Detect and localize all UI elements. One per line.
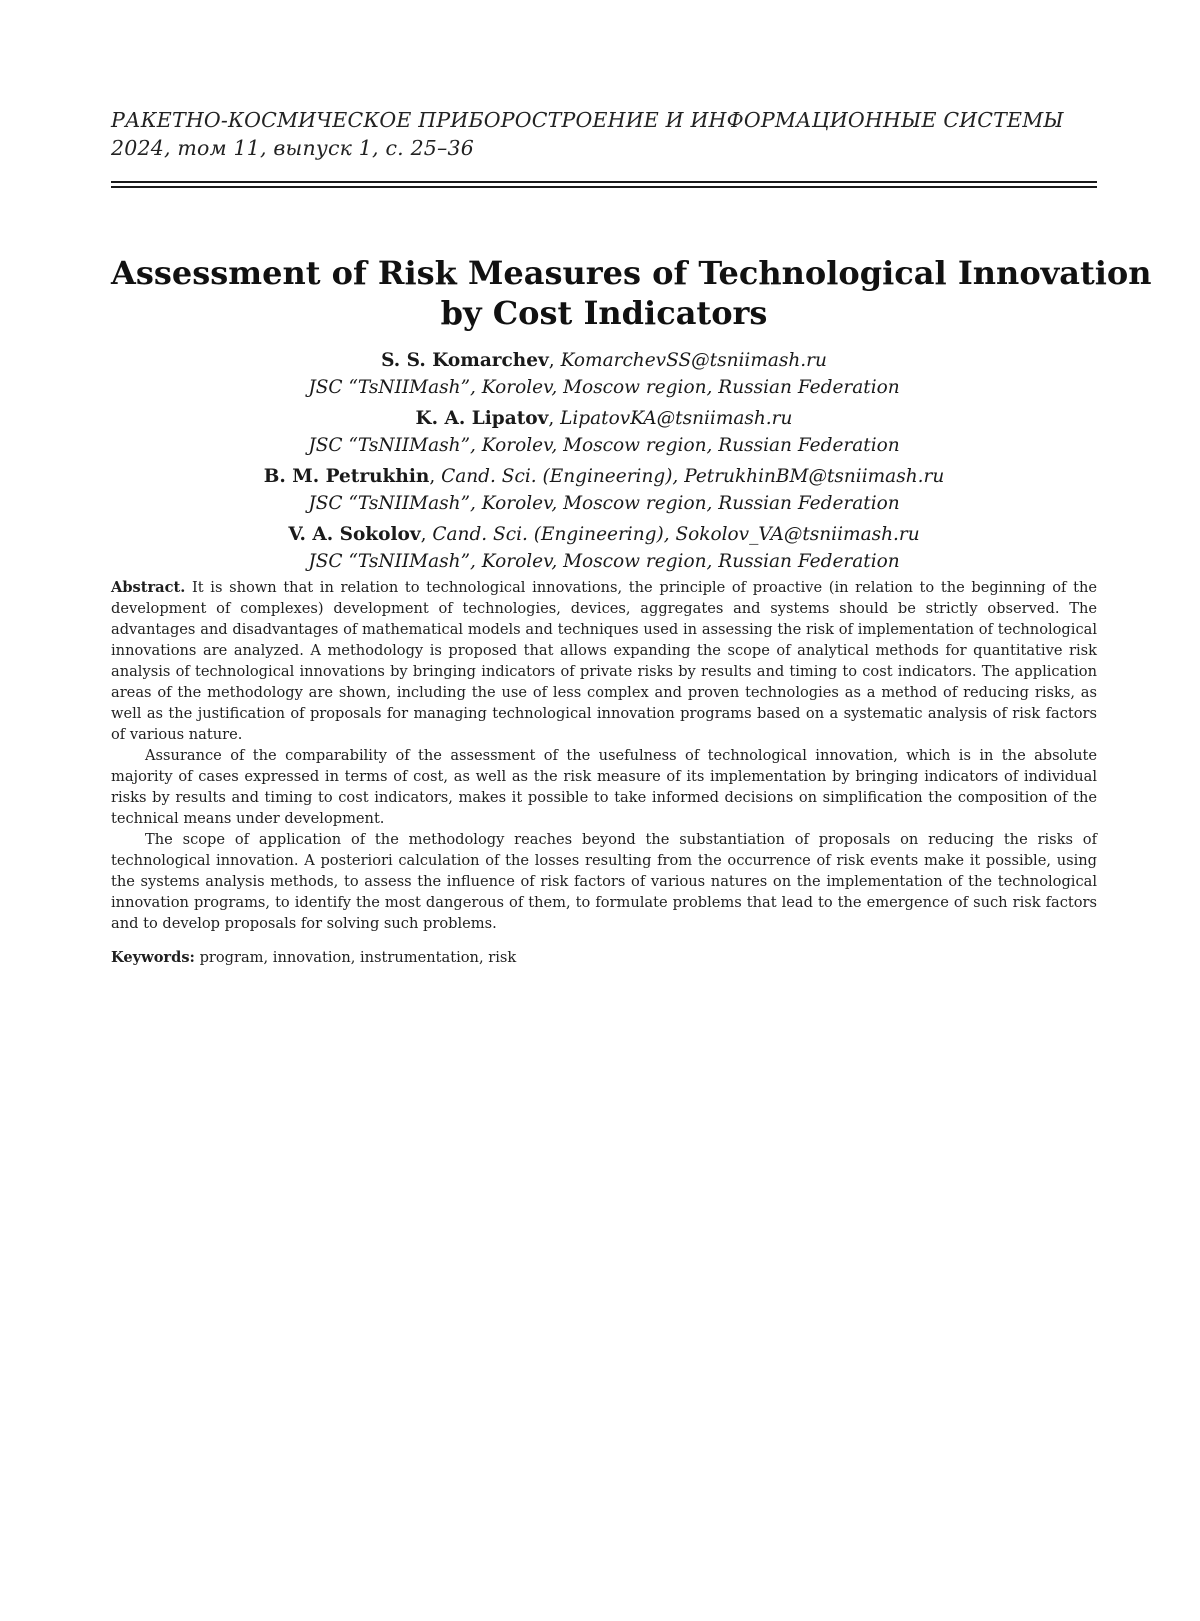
author-3: B. M. Petrukhin, Cand. Sci. (Engineering), PetrukhinBM@tsniimash.ru (263, 466, 945, 487)
author-details: Cand. Sci. (Engineering), Sokolov_VA@tsniimash.ru (432, 524, 920, 545)
abstract-paragraph-2: Assurance of the comparability of the assessment of the usefulness of technological innovation, which is in the absolute majority of cases expressed in terms of cost, as well as the risk measure of its implementation by bringing indicators of individual risks by results and timing to cost indicators, makes it possible to take informed decisions on simplification the composition of the technical means under development. (111, 747, 1097, 827)
keywords-text: program, innovation, instrumentation, risk (199, 949, 517, 966)
author-affiliation: JSC “TsNIIMash”, Korolev, Moscow region, Russian Federation (308, 551, 900, 572)
author-affiliation: JSC “TsNIIMash”, Korolev, Moscow region, Russian Federation (308, 493, 900, 514)
keywords (111, 947, 1097, 968)
author-details: LipatovKA@tsniimash.ru (560, 408, 793, 429)
header-rule-top (111, 181, 1097, 183)
author-affiliation: JSC “TsNIIMash”, Korolev, Moscow region, Russian Federation (308, 377, 900, 398)
paper-title-line-2: by Cost Indicators (440, 294, 768, 332)
author-name: B. M. Petrukhin (263, 466, 430, 487)
abstract-label: Abstract. (111, 579, 186, 596)
author-name: K. A. Lipatov (415, 408, 549, 429)
author-details: Cand. Sci. (Engineering), PetrukhinBM@tsniimash.ru (441, 466, 945, 487)
abstract-paragraph-1 (111, 577, 1097, 745)
paper-title (111, 253, 1152, 333)
author-name: V. A. Sokolov (288, 524, 421, 545)
author-4: V. A. Sokolov, Cand. Sci. (Engineering), Sokolov_VA@tsniimash.ru (288, 524, 920, 545)
paper-title-line-1: Assessment of Risk Measures of Technological Innovation (111, 254, 1152, 292)
author-details: KomarchevSS@tsniimash.ru (560, 350, 827, 371)
abstract-paragraph-3: The scope of application of the methodology reaches beyond the substantiation of proposals on reducing the risks of technological innovation. A posteriori calculation of the losses resulting from the occurrence of risk events make it possible, using the systems analysis methods, to assess the influence of risk factors of various natures on the implementation of the technological innovation programs, to identify the most dangerous of them, to formulate problems that lead to the emergence of such risk factors and to develop proposals for solving such problems. (111, 831, 1097, 932)
abstract-text-1: It is shown that in relation to technological innovations, the principle of proactive (in relation to the beginning of the development of complexes) development of technologies, devices, aggregates and systems should be strictly observed. The advantages and disadvantages of mathematical models and techniques used in assessing the risk of implementation of technological innovations are analyzed. A methodology is proposed that allows expanding the scope of analytical methods for quantitative risk analysis of technological innovations by bringing indicators of private risks by results and timing to cost indicators. The application areas of the methodology are shown, including the use of less complex and proven technologies as a method of reducing risks, as well as the justification of proposals for managing technological innovation programs based on a systematic analysis of risk factors of various nature. (111, 579, 1097, 743)
author-name: S. S. Komarchev (381, 350, 549, 371)
author-affiliation: JSC “TsNIIMash”, Korolev, Moscow region, Russian Federation (308, 435, 900, 456)
author-list (111, 346, 1097, 578)
header-rule-bottom (111, 186, 1097, 188)
keywords-label: Keywords: (111, 949, 195, 966)
journal-citation: 2024, том 11, выпуск 1, с. 25–36 (111, 136, 474, 160)
journal-name: РАКЕТНО-КОСМИЧЕСКОЕ ПРИБОРОСТРОЕНИЕ И ИНФОРМАЦИОННЫЕ СИСТЕМЫ (111, 108, 1064, 132)
author-2: K. A. Lipatov, LipatovKA@tsniimash.ru (415, 408, 793, 429)
journal-header (111, 106, 1101, 162)
abstract (111, 577, 1097, 934)
author-1: S. S. Komarchev, KomarchevSS@tsniimash.ru (381, 350, 827, 371)
